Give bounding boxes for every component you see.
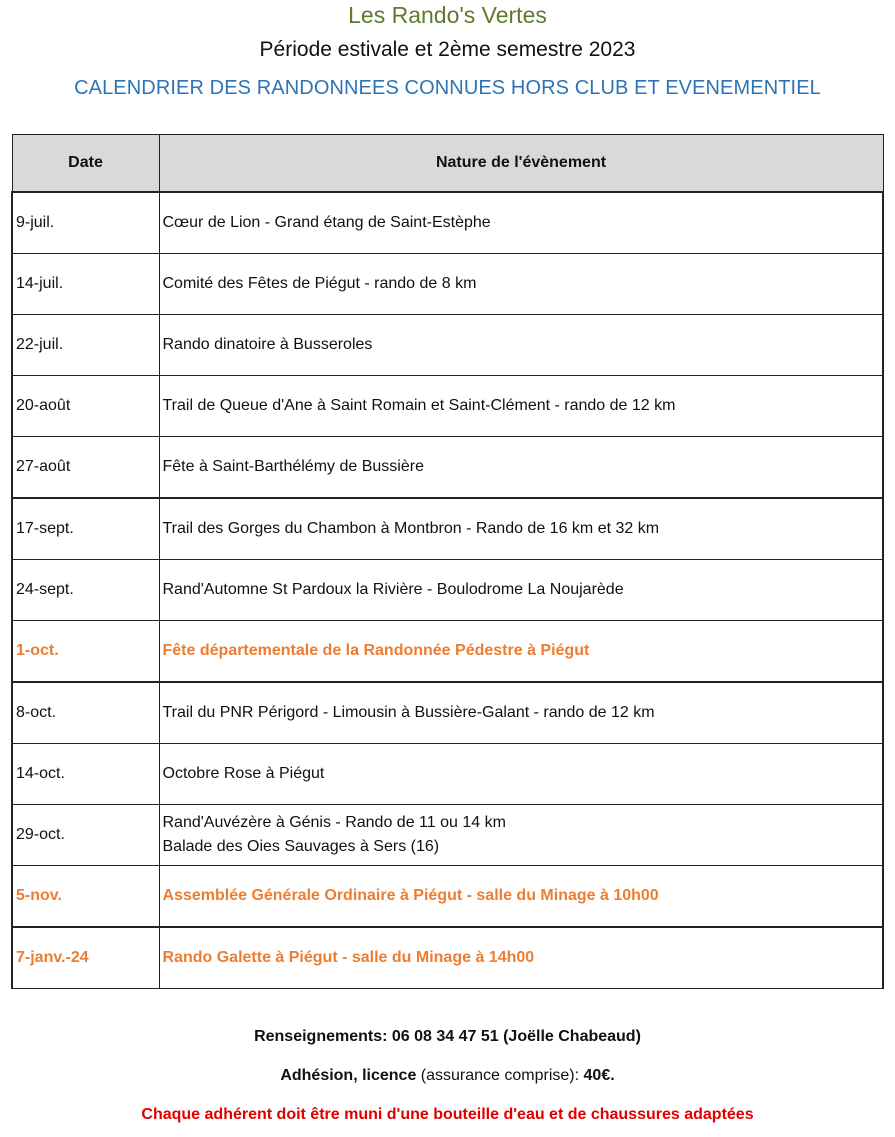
club-title: Les Rando's Vertes xyxy=(348,2,547,28)
membership-label: Adhésion, licence xyxy=(280,1067,417,1084)
table-row xyxy=(12,744,883,805)
warning-notice: Chaque adhérent doit être muni d'une bouteille d'eau et de chaussures adaptées xyxy=(141,1106,754,1123)
event-date: 14-oct. xyxy=(12,744,159,805)
event-date: 9-juil. xyxy=(12,192,159,254)
table-row xyxy=(12,805,883,866)
table-row xyxy=(12,682,883,744)
table-row xyxy=(12,376,883,437)
event-date: 14-juil. xyxy=(12,254,159,315)
event-description: Fête à Saint-Barthélémy de Bussière xyxy=(159,437,883,499)
event-description: Fête départementale de la Randonnée Pédestre à Piégut xyxy=(159,621,883,683)
event-date: 7-janv.-24 xyxy=(12,927,159,989)
event-date: 22-juil. xyxy=(12,315,159,376)
event-description: Trail des Gorges du Chambon à Montbron - Rando de 16 km et 32 km xyxy=(159,498,883,560)
period-title: Période estivale et 2ème semestre 2023 xyxy=(259,38,636,61)
table-row xyxy=(12,437,883,499)
column-header-date: Date xyxy=(12,135,159,193)
event-description: Comité des Fêtes de Piégut - rando de 8 km xyxy=(159,254,883,315)
column-header-event: Nature de l'évènement xyxy=(159,135,883,193)
table-row xyxy=(12,927,883,989)
table-row xyxy=(12,315,883,376)
event-description: Assemblée Générale Ordinaire à Piégut - salle du Minage à 10h00 xyxy=(159,866,883,928)
event-date: 17-sept. xyxy=(12,498,159,560)
event-line-2: Balade des Oies Sauvages à Sers (16) xyxy=(162,838,440,855)
table-row xyxy=(12,866,883,928)
table-row xyxy=(12,560,883,621)
event-date: 5-nov. xyxy=(12,866,159,928)
table-row xyxy=(12,498,883,560)
event-date: 24-sept. xyxy=(12,560,159,621)
membership-note: (assurance comprise): xyxy=(416,1067,584,1084)
event-description: Rando Galette à Piégut - salle du Minage à 14h00 xyxy=(159,927,883,989)
event-description: Rando dinatoire à Busseroles xyxy=(159,315,883,376)
event-description: Cœur de Lion - Grand étang de Saint-Estèphe xyxy=(159,192,883,254)
event-description: Octobre Rose à Piégut xyxy=(159,744,883,805)
event-description xyxy=(159,805,883,866)
event-date: 29-oct. xyxy=(12,805,159,866)
event-date: 8-oct. xyxy=(12,682,159,744)
event-description: Trail de Queue d'Ane à Saint Romain et Saint-Clément - rando de 12 km xyxy=(159,376,883,437)
event-description: Rand'Automne St Pardoux la Rivière - Boulodrome La Noujarède xyxy=(159,560,883,621)
event-line-1: Rand'Auvézère à Génis - Rando de 11 ou 14 km xyxy=(162,814,506,831)
calendar-subtitle: CALENDRIER DES RANDONNEES CONNUES HORS CLUB ET EVENEMENTIEL xyxy=(74,77,821,99)
table-row xyxy=(12,621,883,683)
table-row xyxy=(12,192,883,254)
table-row xyxy=(12,254,883,315)
contact-info: Renseignements: 06 08 34 47 51 (Joëlle Chabeaud) xyxy=(254,1028,641,1045)
table-header-row xyxy=(12,135,883,193)
membership-info xyxy=(0,1067,895,1085)
event-date: 1-oct. xyxy=(12,621,159,683)
event-date: 27-août xyxy=(12,437,159,499)
event-date: 20-août xyxy=(12,376,159,437)
event-description: Trail du PNR Périgord - Limousin à Bussière-Galant - rando de 12 km xyxy=(159,682,883,744)
membership-price: 40€. xyxy=(583,1067,615,1084)
events-table xyxy=(11,134,884,989)
